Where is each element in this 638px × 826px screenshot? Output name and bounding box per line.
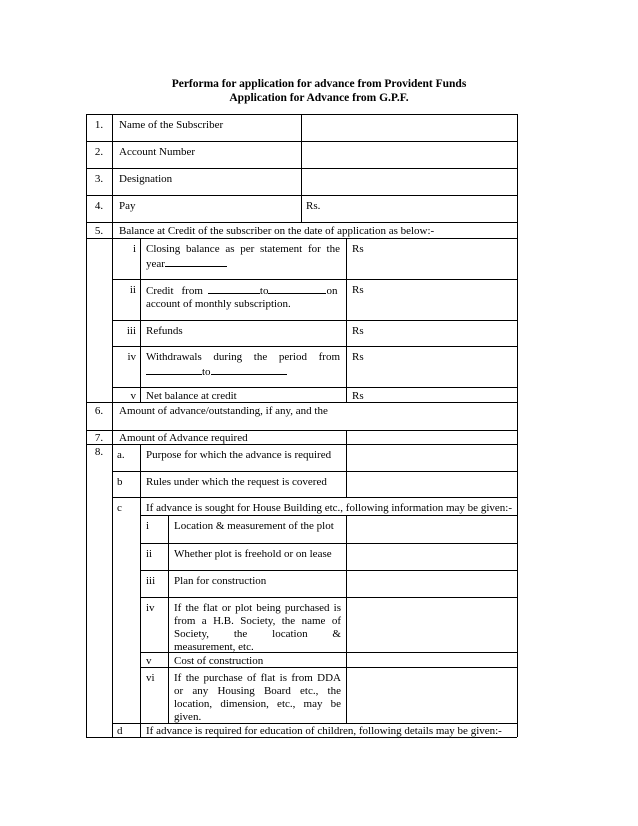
currency-label: Rs — [352, 351, 364, 363]
rule — [346, 515, 347, 723]
row-number: 7. — [94, 432, 104, 444]
rules-label: Rules under which the request is covered — [146, 476, 327, 488]
rule — [86, 222, 517, 223]
to-word: to — [259, 285, 269, 297]
closing-balance-year-line — [146, 256, 227, 271]
withdrawals-period-line — [146, 364, 287, 379]
to-blank — [268, 283, 326, 294]
currency-label: Rs — [352, 325, 364, 337]
rule — [140, 597, 517, 598]
rule — [168, 515, 169, 723]
row-number: 1. — [94, 119, 104, 131]
sub-item-number: iii — [126, 325, 136, 337]
row-number: 4. — [94, 200, 104, 212]
rule — [112, 279, 517, 280]
net-balance-label: Net balance at credit — [146, 390, 237, 402]
hb-society-line: Society, the location & — [174, 628, 341, 640]
designation-label: Designation — [119, 173, 173, 185]
rule — [140, 570, 517, 571]
year-blank — [165, 256, 227, 267]
row-number: 2. — [94, 146, 104, 158]
hb-society-line: from a H.B. Society, the name of — [174, 615, 341, 627]
currency-label: Rs — [352, 390, 364, 402]
rule — [112, 471, 517, 472]
pay-label: Pay — [119, 200, 136, 212]
rule-right — [517, 114, 518, 737]
rule — [112, 320, 517, 321]
sub-item-number: v — [146, 655, 152, 667]
sub-item-number: ii — [129, 284, 136, 296]
sub-item-number: vi — [146, 672, 155, 684]
construction-plan-label: Plan for construction — [174, 575, 267, 587]
row-number: 5. — [94, 225, 104, 237]
rule — [112, 387, 517, 388]
rule — [140, 515, 517, 516]
sub-item-letter: b — [117, 476, 123, 488]
plot-location-label: Location & measurement of the plot — [174, 520, 334, 532]
education-label: If advance is required for education of children, following details may be given:- — [146, 725, 502, 737]
credit-word: Credit — [146, 285, 174, 297]
on-word: on — [326, 285, 338, 297]
sub-item-number: i — [132, 243, 136, 255]
rule — [140, 444, 141, 737]
rule-num-col — [112, 114, 113, 737]
rule — [112, 346, 517, 347]
construction-cost-label: Cost of construction — [174, 655, 264, 667]
sub-item-letter: c — [117, 502, 122, 514]
rule — [112, 497, 517, 498]
row-number: 3. — [94, 173, 104, 185]
title-line-2: Application for Advance from G.P.F. — [229, 92, 409, 104]
advance-required-label: Amount of Advance required — [119, 432, 248, 444]
withdrawals-label: Withdrawals during the period from — [146, 351, 340, 363]
sub-item-number: v — [130, 390, 136, 402]
freehold-lease-label: Whether plot is freehold or on lease — [174, 548, 332, 560]
sub-item-number: iv — [127, 351, 136, 363]
subscriber-name-label: Name of the Subscriber — [119, 119, 224, 131]
dda-flat-line: or any Housing Board etc., the — [174, 685, 341, 697]
sub-item-letter: a. — [117, 449, 125, 461]
from-blank — [208, 283, 260, 294]
rule — [86, 238, 517, 239]
sub-item-number: iii — [146, 575, 156, 587]
closing-balance-label: Closing balance as per statement for the — [146, 243, 340, 255]
account-number-label: Account Number — [119, 146, 196, 158]
monthly-subscription-label: account of monthly subscription. — [146, 298, 291, 310]
period-to-blank — [211, 364, 287, 375]
period-from-blank — [146, 364, 202, 375]
sub-item-letter: d — [117, 725, 123, 737]
rule — [346, 238, 347, 402]
to-word: to — [202, 366, 211, 378]
balance-credit-label: Balance at Credit of the subscriber on the date of application as below:- — [119, 225, 435, 237]
row-number: 8. — [94, 446, 104, 458]
row-number: 6. — [94, 405, 104, 417]
from-word: from — [181, 285, 203, 297]
year-label: year — [146, 258, 165, 270]
dda-flat-line: given. — [174, 711, 202, 723]
rule — [301, 114, 302, 222]
dda-flat-line: If the purchase of flat is from DDA — [174, 672, 341, 684]
credit-from-line — [146, 283, 337, 298]
rule — [140, 543, 517, 544]
hb-society-line: If the flat or plot being purchased is — [174, 602, 341, 614]
pay-currency-label: Rs. — [306, 200, 321, 212]
house-building-label: If advance is sought for House Building etc., following information may be given:- — [146, 502, 512, 514]
title-line-1: Performa for application for advance from Provident Funds — [171, 78, 467, 90]
currency-label: Rs — [352, 243, 364, 255]
sub-item-number: iv — [146, 602, 155, 614]
sub-item-number: ii — [146, 548, 153, 560]
currency-label: Rs — [352, 284, 364, 296]
advance-outstanding-label: Amount of advance/outstanding, if any, and the — [119, 405, 328, 417]
hb-society-line: measurement, etc. — [174, 641, 254, 653]
purpose-label: Purpose for which the advance is required — [146, 449, 332, 461]
dda-flat-line: location, dimension, etc., may be — [174, 698, 341, 710]
rule — [346, 430, 347, 497]
refunds-label: Refunds — [146, 325, 183, 337]
sub-item-number: i — [146, 520, 150, 532]
rule — [140, 238, 141, 402]
